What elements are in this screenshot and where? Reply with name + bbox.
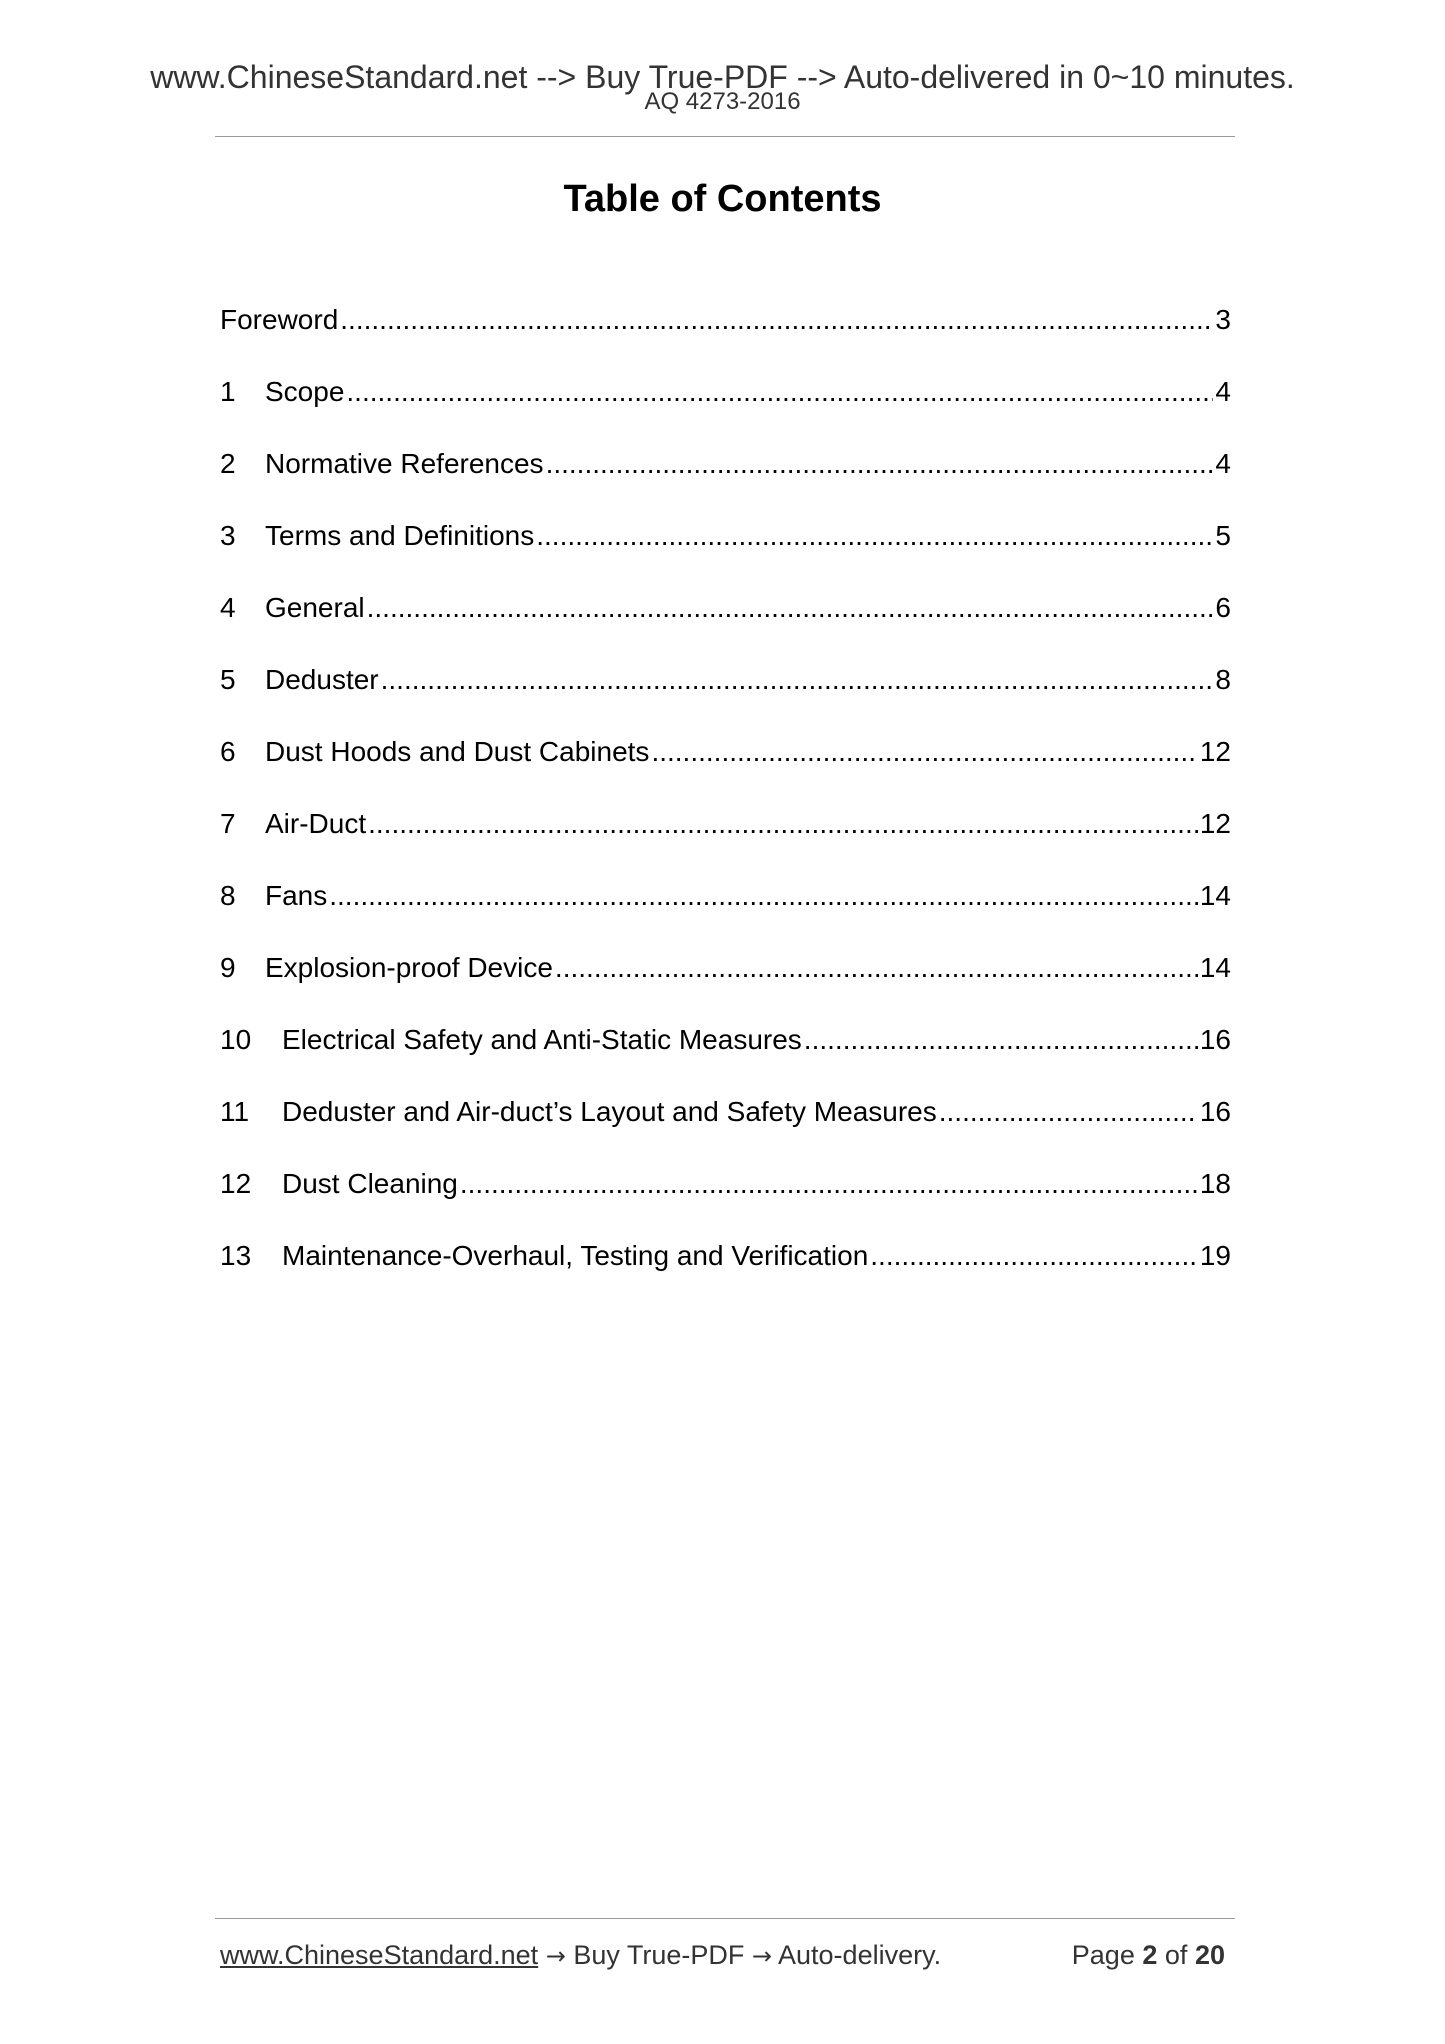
toc-entry-page: 6: [1215, 592, 1231, 623]
toc-entry-number: 9: [220, 952, 236, 983]
toc-entry-page: 4: [1215, 376, 1231, 407]
toc-entry[interactable]: [220, 1090, 1231, 1162]
toc-entry-title: Air-Duct: [265, 808, 367, 839]
toc-entry-title: Deduster and Air-duct’s Layout and Safety Measures: [282, 1096, 937, 1127]
toc-entry-page: 19: [1199, 1240, 1231, 1271]
page-label: Page: [1071, 1940, 1135, 1970]
footer-promo: [220, 1938, 941, 1973]
table-of-contents: [220, 298, 1231, 1306]
toc-entry[interactable]: [220, 298, 1231, 370]
toc-entry-number: 4: [220, 592, 236, 623]
toc-dot-leader: [346, 370, 1213, 414]
toc-entry-number: 3: [220, 520, 236, 551]
toc-entry[interactable]: [220, 874, 1231, 946]
toc-entry-title: Deduster: [265, 664, 379, 695]
toc-entry-page: 8: [1215, 664, 1231, 695]
toc-entry-number: 5: [220, 664, 236, 695]
toc-dot-leader: [870, 1234, 1198, 1278]
toc-dot-leader: [651, 730, 1197, 774]
toc-entry-title: Explosion-proof Device: [265, 952, 553, 983]
toc-entry-title: Electrical Safety and Anti-Static Measures: [282, 1024, 802, 1055]
toc-entry[interactable]: [220, 802, 1231, 874]
toc-entry-number: 1: [220, 376, 236, 407]
toc-entry[interactable]: [220, 586, 1231, 658]
toc-entry-page: 16: [1199, 1096, 1231, 1127]
toc-entry-number: 6: [220, 736, 236, 767]
toc-entry[interactable]: [220, 730, 1231, 802]
toc-entry-page: 16: [1199, 1024, 1231, 1055]
toc-entry[interactable]: [220, 1162, 1231, 1234]
toc-entry-title: Scope: [265, 376, 345, 407]
toc-dot-leader: [367, 586, 1214, 630]
toc-entry-page: 14: [1199, 880, 1231, 911]
toc-entry-page: 12: [1199, 736, 1231, 767]
toc-entry[interactable]: [220, 1018, 1231, 1090]
toc-entry-page: 3: [1215, 304, 1231, 335]
header-divider: [215, 136, 1235, 137]
site-banner: www.ChineseStandard.net --> Buy True-PDF --> Auto-delivered in 0~10 minutes.: [150, 59, 1295, 95]
toc-entry[interactable]: [220, 1234, 1231, 1306]
toc-entry-page: 14: [1199, 952, 1231, 983]
toc-entry[interactable]: [220, 442, 1231, 514]
toc-entry-title: Foreword: [220, 304, 339, 335]
toc-entry-title: Normative References: [265, 448, 544, 479]
toc-entry[interactable]: [220, 370, 1231, 442]
page-of: of: [1164, 1940, 1188, 1970]
toc-entry[interactable]: [220, 658, 1231, 730]
footer-site-link[interactable]: www.ChineseStandard.net: [220, 1940, 539, 1970]
toc-entry-number: 10: [220, 1024, 252, 1055]
toc-entry-title: General: [265, 592, 365, 623]
toc-entry[interactable]: [220, 514, 1231, 586]
toc-entry-page: 5: [1215, 520, 1231, 551]
page-current: 2: [1142, 1940, 1158, 1970]
toc-entry-number: 12: [220, 1168, 252, 1199]
toc-entry-title: Fans: [265, 880, 328, 911]
toc-entry-number: 7: [220, 808, 236, 839]
right-arrow-icon: →: [545, 1942, 566, 1970]
toc-entry-number: 2: [220, 448, 236, 479]
toc-dot-leader: [329, 874, 1198, 918]
toc-dot-leader: [340, 298, 1213, 342]
toc-dot-leader: [546, 442, 1214, 486]
toc-entry-title: Maintenance-Overhaul, Testing and Verification: [282, 1240, 869, 1271]
page-title: Table of Contents: [563, 178, 882, 220]
toc-dot-leader: [460, 1162, 1198, 1206]
toc-dot-leader: [381, 658, 1214, 702]
page-number: [1072, 1938, 1225, 1972]
footer-buy-text: Buy True-PDF: [573, 1940, 745, 1970]
toc-dot-leader: [804, 1018, 1198, 1062]
toc-dot-leader: [368, 802, 1198, 846]
footer-delivery-text: Auto-delivery.: [778, 1940, 942, 1970]
toc-dot-leader: [536, 514, 1213, 558]
toc-dot-leader: [555, 946, 1198, 990]
toc-dot-leader: [939, 1090, 1198, 1134]
toc-entry-page: 18: [1199, 1168, 1231, 1199]
toc-entry-page: 12: [1199, 808, 1231, 839]
toc-entry-number: 8: [220, 880, 236, 911]
toc-entry-title: Dust Hoods and Dust Cabinets: [265, 736, 650, 767]
toc-entry-number: 11: [220, 1096, 250, 1127]
standard-code: AQ 4273-2016: [644, 88, 801, 115]
toc-entry-page: 4: [1215, 448, 1231, 479]
page-total: 20: [1194, 1940, 1225, 1970]
toc-entry-title: Dust Cleaning: [282, 1168, 458, 1199]
toc-entry-title: Terms and Definitions: [265, 520, 535, 551]
toc-entry-number: 13: [220, 1240, 252, 1271]
footer-divider: [215, 1918, 1235, 1919]
toc-entry[interactable]: [220, 946, 1231, 1018]
right-arrow-icon: →: [751, 1942, 772, 1970]
